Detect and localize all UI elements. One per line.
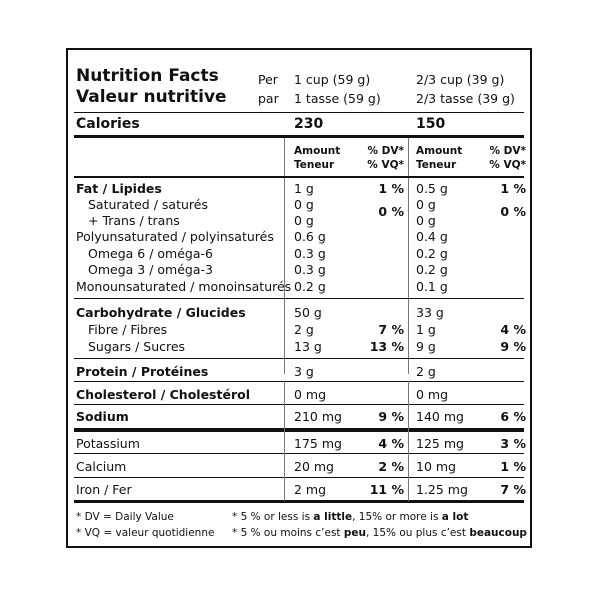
nutrient-label: Sodium	[76, 409, 129, 424]
amount-2: 0 g	[416, 197, 436, 212]
amount-2: 0.1 g	[416, 279, 448, 294]
footnote-vq: * VQ = valeur quotidienne	[76, 527, 215, 539]
amount-2: 0.2 g	[416, 262, 448, 277]
amount-2: 2 g	[416, 364, 436, 379]
serving1-fr: 1 tasse (59 g)	[294, 91, 381, 106]
col-vq-2: % VQ*	[489, 159, 526, 171]
divider	[74, 381, 524, 382]
divider	[74, 112, 524, 113]
title-fr: Valeur nutritive	[76, 87, 227, 107]
amount-2: 33 g	[416, 305, 444, 320]
col-teneur-2: Teneur	[416, 159, 457, 171]
divider	[74, 358, 524, 359]
dv-1: 9 %	[378, 409, 404, 424]
col-dv-2: % DV*	[489, 145, 526, 157]
serving2-en: 2/3 cup (39 g)	[416, 72, 505, 87]
amount-1: 0 mg	[294, 387, 327, 402]
nutrition-facts-panel	[66, 48, 532, 548]
nutrient-label: Omega 6 / oméga-6	[88, 246, 213, 261]
nutrient-label: Cholesterol / Cholestérol	[76, 387, 250, 402]
nutrient-label: Sugars / Sucres	[88, 339, 186, 354]
amount-2: 10 mg	[416, 459, 456, 474]
amount-2: 1 g	[416, 322, 436, 337]
amount-1: 3 g	[294, 364, 314, 379]
amount-1: 0.3 g	[294, 262, 326, 277]
nutrient-label: Fibre / Fibres	[88, 322, 168, 337]
nutrient-label: Calcium	[76, 459, 127, 474]
serving1-en: 1 cup (59 g)	[294, 72, 371, 87]
thick-divider	[74, 500, 524, 503]
amount-1: 2 g	[294, 322, 314, 337]
nutrient-label: Potassium	[76, 436, 140, 451]
dv-2: 6 %	[500, 409, 526, 424]
dv-2: 1 %	[500, 459, 526, 474]
divider	[74, 176, 524, 178]
col-amount-2: Amount	[416, 145, 463, 157]
nutrient-label: Fat / Lipides	[76, 181, 162, 196]
sat-trans-dv-2: 0 %	[500, 204, 526, 219]
amount-1: 210 mg	[294, 409, 342, 424]
amount-1: 2 mg	[294, 482, 327, 497]
dv-2: 4 %	[500, 322, 526, 337]
amount-1: 0.2 g	[294, 279, 326, 294]
amount-2: 9 g	[416, 339, 436, 354]
dv-1: 1 %	[378, 181, 404, 196]
title-en: Nutrition Facts	[76, 66, 219, 86]
amount-1: 0 g	[294, 213, 314, 228]
footnote-fr: * 5 % ou moins c’est peu, 15% ou plus c’est beaucoup	[232, 527, 527, 539]
dv-1: 2 %	[378, 459, 404, 474]
amount-1: 1 g	[294, 181, 314, 196]
nutrient-label: Carbohydrate / Glucides	[76, 305, 246, 320]
amount-2: 0 mg	[416, 387, 449, 402]
col-amount-1: Amount	[294, 145, 341, 157]
col-separator	[408, 381, 409, 501]
dv-1: 13 %	[369, 339, 404, 354]
serving2-fr: 2/3 tasse (39 g)	[416, 91, 515, 106]
thick-divider	[74, 428, 524, 432]
amount-2: 1.25 mg	[416, 482, 468, 497]
amount-1: 50 g	[294, 305, 322, 320]
col-dv-1: % DV*	[367, 145, 404, 157]
amount-2: 125 mg	[416, 436, 464, 451]
calories-value-2: 150	[416, 116, 446, 132]
amount-2: 0.2 g	[416, 246, 448, 261]
col-separator	[284, 138, 285, 374]
nutrient-label: Polyunsaturated / polyinsaturés	[76, 229, 274, 244]
dv-2: 1 %	[500, 181, 526, 196]
footnote-en: * 5 % or less is a little, 15% or more is a lot	[232, 511, 469, 523]
dv-2: 7 %	[500, 482, 526, 497]
dv-1: 7 %	[378, 322, 404, 337]
amount-2: 0 g	[416, 213, 436, 228]
col-vq-1: % VQ*	[367, 159, 404, 171]
thick-divider	[74, 135, 524, 138]
dv-1: 4 %	[378, 436, 404, 451]
col-separator	[284, 381, 285, 501]
divider	[74, 477, 524, 478]
nutrient-label: Omega 3 / oméga-3	[88, 262, 213, 277]
amount-1: 0 g	[294, 197, 314, 212]
nutrient-label: Iron / Fer	[76, 482, 132, 497]
per-fr: par	[258, 91, 279, 106]
nutrient-label: Monounsaturated / monoinsaturés	[76, 279, 292, 294]
calories-value-1: 230	[294, 116, 324, 132]
nutrient-label: + Trans / trans	[88, 213, 180, 228]
amount-2: 140 mg	[416, 409, 464, 424]
dv-2: 9 %	[500, 339, 526, 354]
per-en: Per	[258, 72, 278, 87]
divider	[74, 453, 524, 454]
amount-2: 0.5 g	[416, 181, 448, 196]
amount-1: 175 mg	[294, 436, 342, 451]
calories-label: Calories	[76, 116, 140, 132]
sat-trans-dv-1: 0 %	[378, 204, 404, 219]
amount-1: 20 mg	[294, 459, 334, 474]
footnote-dv: * DV = Daily Value	[76, 511, 174, 523]
nutrient-label: Saturated / saturés	[88, 197, 208, 212]
amount-1: 0.3 g	[294, 246, 326, 261]
col-separator	[408, 138, 409, 374]
dv-1: 11 %	[369, 482, 404, 497]
dv-2: 3 %	[500, 436, 526, 451]
col-teneur-1: Teneur	[294, 159, 335, 171]
amount-2: 0.4 g	[416, 229, 448, 244]
divider	[74, 298, 524, 299]
amount-1: 13 g	[294, 339, 322, 354]
divider	[74, 404, 524, 405]
amount-1: 0.6 g	[294, 229, 326, 244]
nutrient-label: Protein / Protéines	[76, 364, 209, 379]
